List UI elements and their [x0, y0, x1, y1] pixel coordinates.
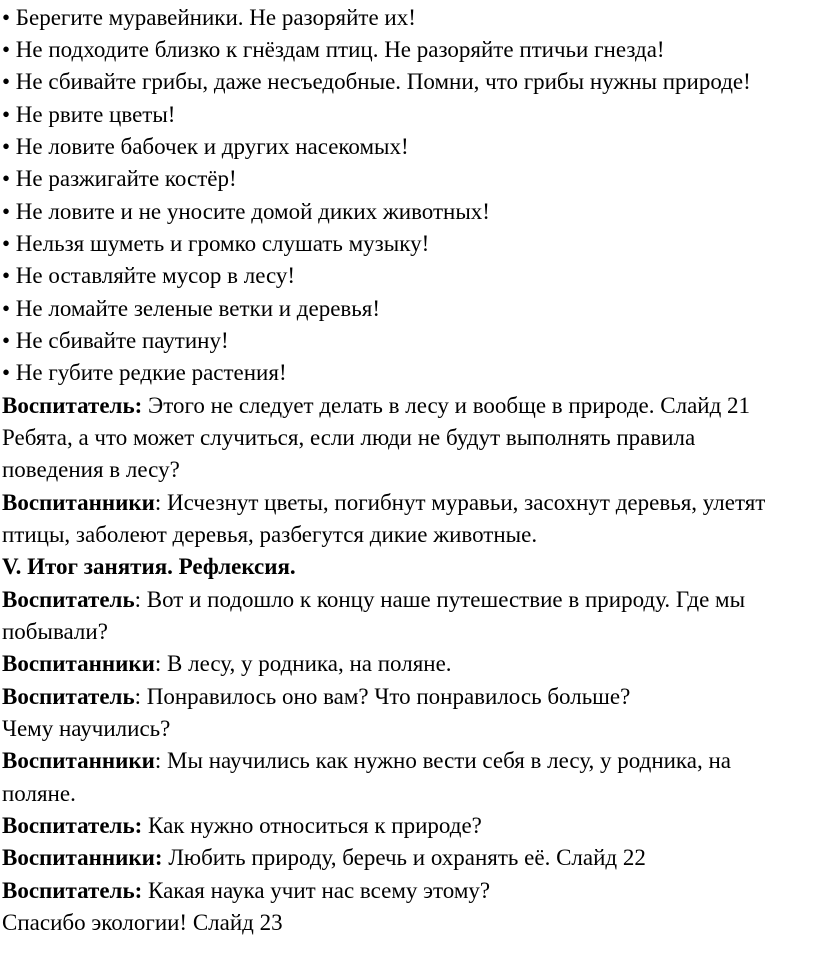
- rule-item: • Не ломайте зеленые ветки и деревья!: [2, 296, 381, 321]
- rule-item: • Не рвите цветы!: [2, 102, 176, 127]
- speech-text: Вот и подошло к концу наше путешествие в природу. Где мы: [146, 587, 746, 612]
- rule-item: • Не ловите бабочек и других насекомых!: [2, 134, 409, 159]
- rule-item: • Нельзя шуметь и громко слушать музыку!: [2, 231, 430, 256]
- rule-item: • Не оставляйте мусор в лесу!: [2, 263, 296, 288]
- rule-item: • Не разжигайте костёр!: [2, 166, 237, 191]
- speaker-label: Воспитанники: [2, 651, 155, 676]
- speaker-label: Воспитатель: [2, 684, 135, 709]
- colon: :: [134, 684, 147, 709]
- dialogue-line: [2, 842, 812, 874]
- dialogue-line: [2, 681, 812, 713]
- rule-item: • Берегите муравейники. Не разоряйте их!: [2, 5, 416, 30]
- closing-line: Спасибо экологии! Слайд 23: [2, 910, 283, 935]
- colon: :: [154, 490, 168, 515]
- speech-text: Как нужно относиться к природе?: [142, 813, 482, 838]
- speech-text: Понравилось оно вам? Что понравилось больше?: [146, 684, 631, 709]
- dialogue-line: [2, 745, 812, 777]
- speaker-label: Воспитатель:: [2, 813, 143, 838]
- dialogue-line: Ребята, а что может случиться, если люди не будут выполнять правила: [2, 425, 696, 450]
- colon: :: [134, 587, 147, 612]
- dialogue-line: [2, 584, 812, 616]
- dialogue-line: [2, 390, 812, 422]
- rule-item: • Не подходите близко к гнёздам птиц. Не разоряйте птичьи гнезда!: [2, 37, 665, 62]
- speaker-label: Воспитатель: [2, 587, 135, 612]
- dialogue-line: [2, 875, 812, 907]
- dialogue-line: Чему научились?: [2, 716, 171, 741]
- dialogue-line: [2, 648, 812, 680]
- dialogue-line: поляне.: [2, 781, 76, 806]
- speaker-label: Воспитанники: [2, 748, 155, 773]
- speech-text: Любить природу, беречь и охранять её. Слайд 22: [162, 845, 646, 870]
- speaker-label: Воспитанники:: [2, 845, 163, 870]
- speaker-label: Воспитатель:: [2, 393, 143, 418]
- dialogue-line: поведения в лесу?: [2, 457, 180, 482]
- colon: :: [154, 748, 168, 773]
- speaker-label: Воспитанники: [2, 490, 155, 515]
- speech-text: Исчезнут цветы, погибнут муравьи, засохнут деревья, улетят: [167, 490, 766, 515]
- rule-item: • Не губите редкие растения!: [2, 360, 287, 385]
- speech-text: Какая наука учит нас всему этому?: [142, 878, 491, 903]
- speech-text: Мы научились как нужно вести себя в лесу, у родника, на: [167, 748, 731, 773]
- rule-item: • Не сбивайте паутину!: [2, 328, 229, 353]
- speaker-label: Воспитатель:: [2, 878, 143, 903]
- dialogue-line: [2, 810, 812, 842]
- dialogue-line: [2, 487, 812, 519]
- rule-item: • Не сбивайте грибы, даже несъедобные. Помни, что грибы нужны природе!: [2, 69, 751, 94]
- dialogue-line: побывали?: [2, 619, 108, 644]
- speech-text: В лесу, у родника, на поляне.: [167, 651, 452, 676]
- rule-item: • Не ловите и не уносите домой диких животных!: [2, 199, 490, 224]
- speech-text: Этого не следует делать в лесу и вообще в природе. Слайд 21: [142, 393, 751, 418]
- colon: :: [154, 651, 168, 676]
- dialogue-line: птицы, заболеют деревья, разбегутся дикие животные.: [2, 522, 538, 547]
- section-heading: V. Итог занятия. Рефлексия.: [2, 554, 296, 579]
